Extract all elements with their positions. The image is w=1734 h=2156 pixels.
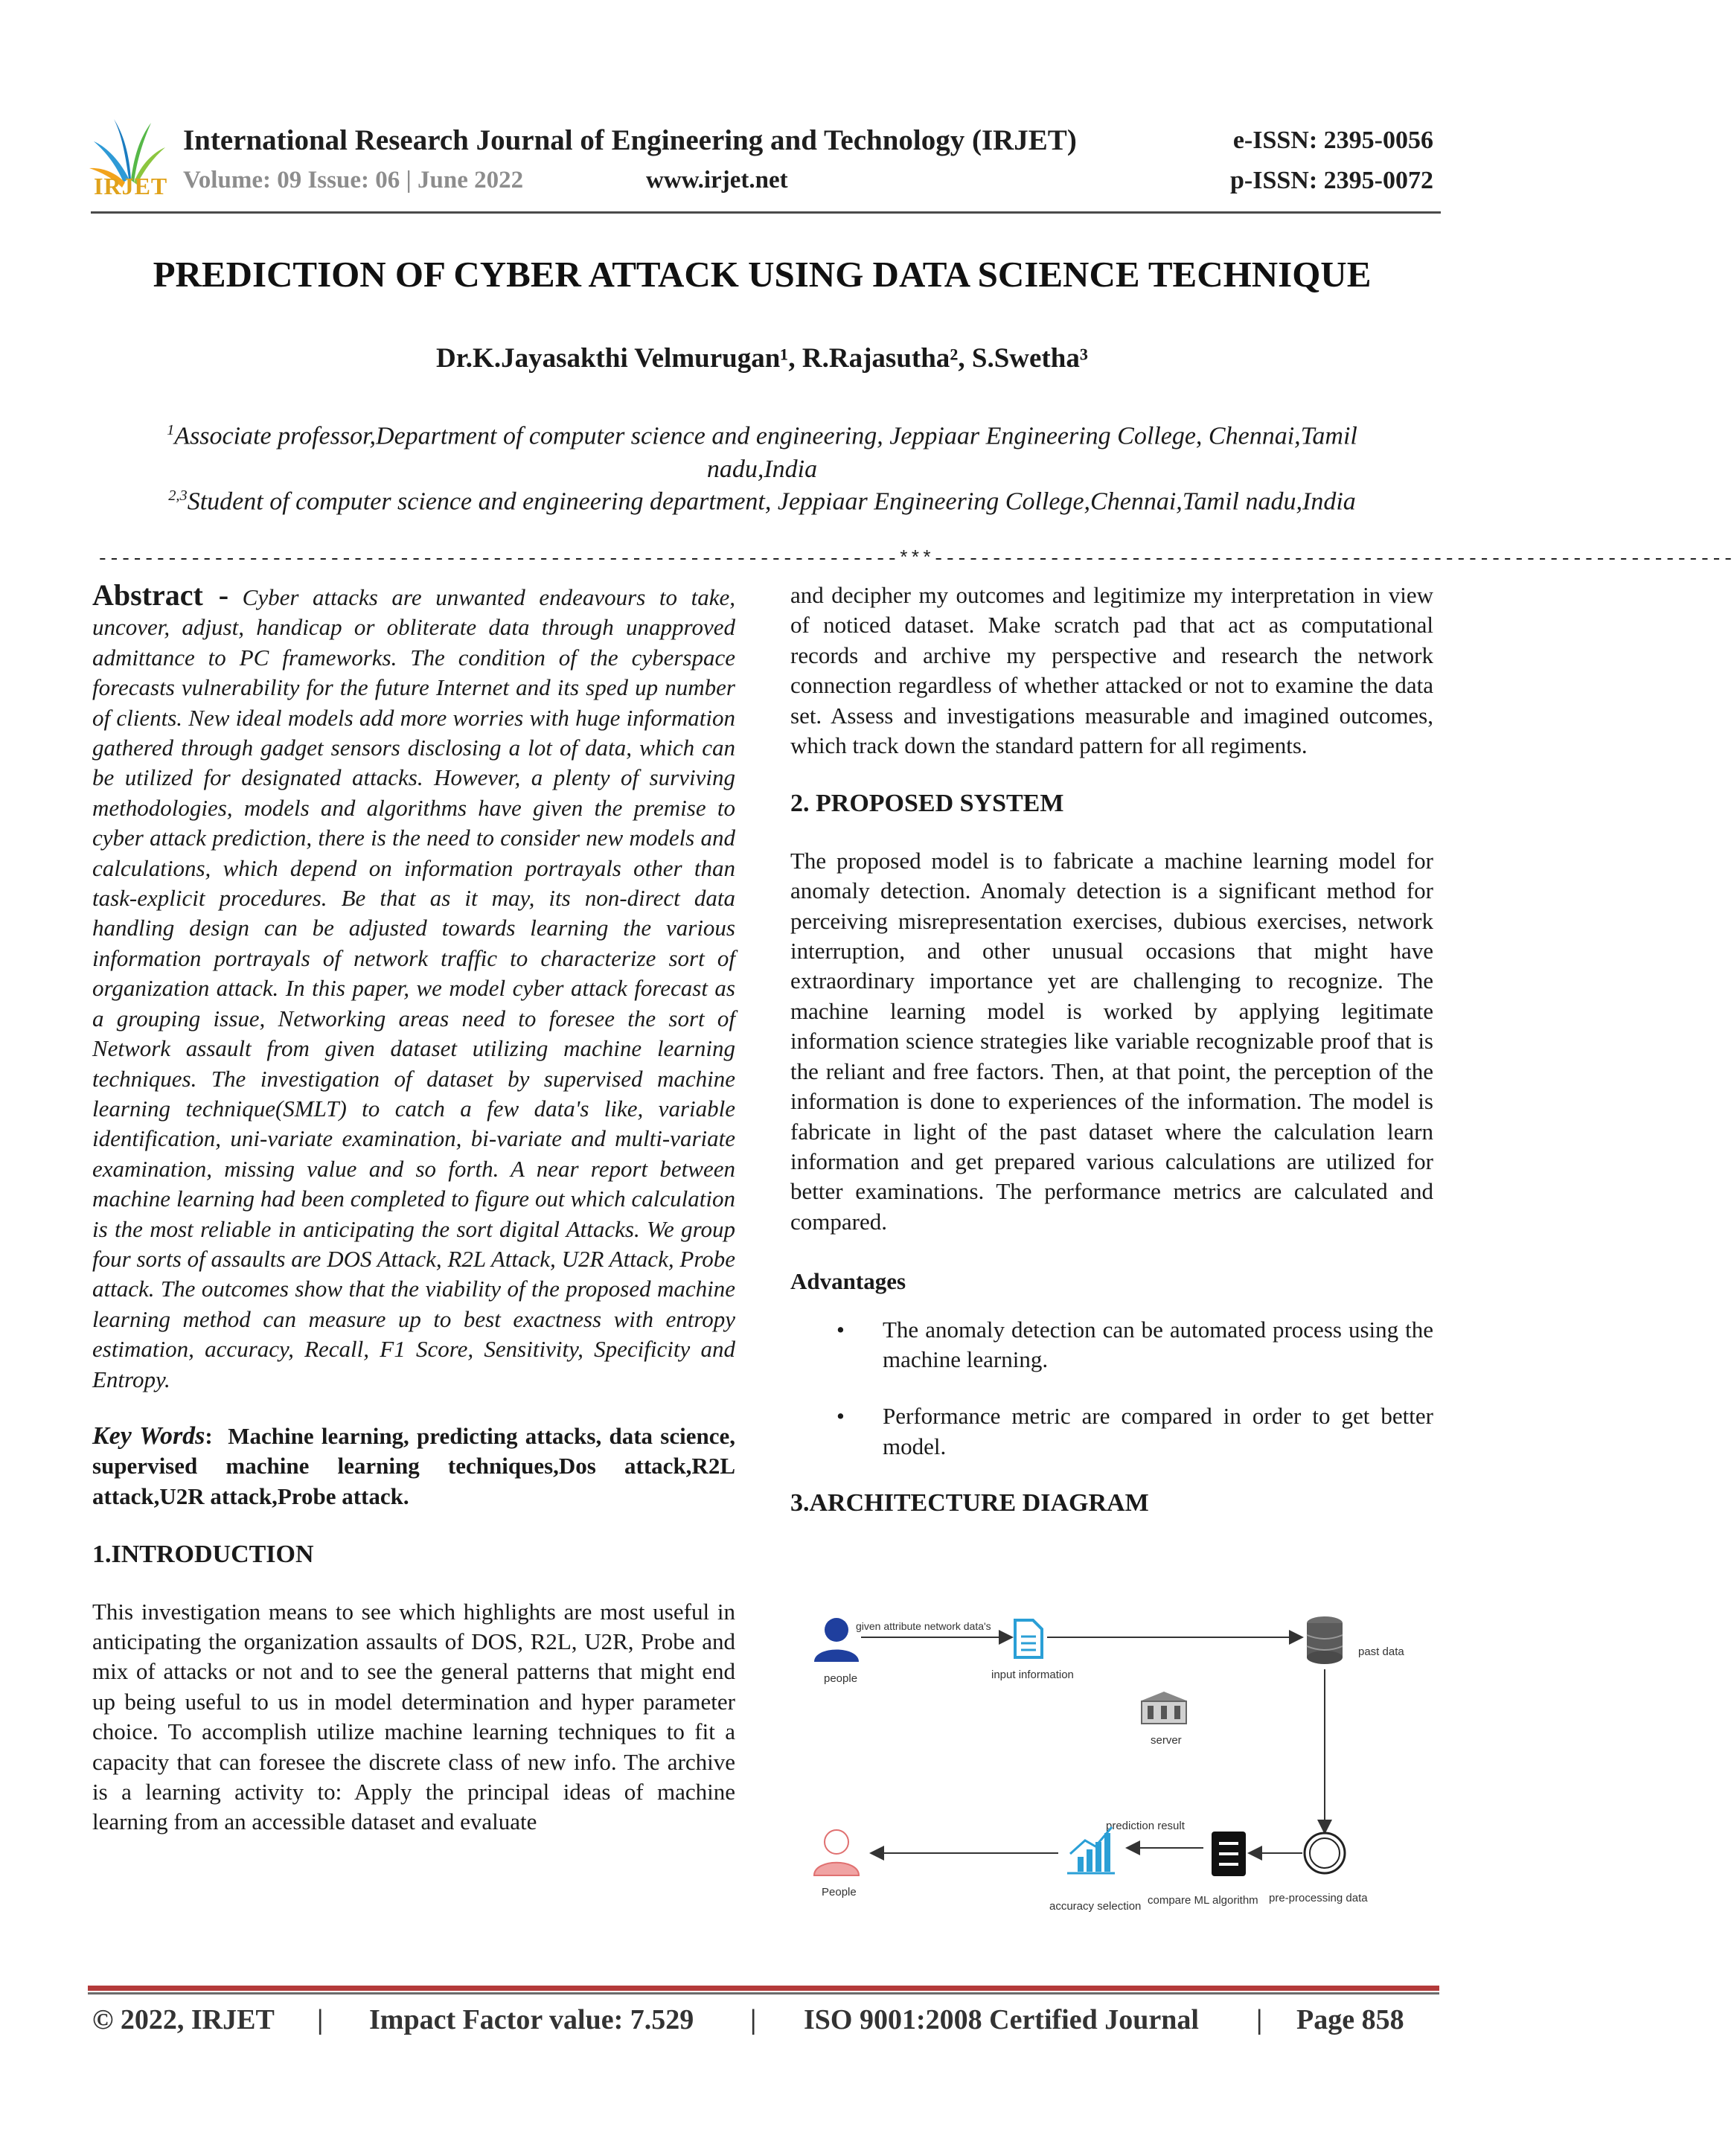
- keywords-heading: Key Words: [92, 1421, 205, 1450]
- affiliation-2-text: Student of computer science and engineering department, Jeppiaar Engineering College,Chennai,Tamil nadu,India: [187, 487, 1356, 516]
- advantages-list: [790, 1315, 1433, 1462]
- keywords-text: Machine learning, predicting attacks, data science, supervised machine learning techniques,Dos attack,R2L attack,U2R attack,Probe attack.: [92, 1422, 735, 1509]
- people-top-label: people: [824, 1672, 858, 1685]
- journal-website-link[interactable]: www.irjet.net: [646, 167, 788, 193]
- given-data-label: given attribute network data's: [856, 1620, 991, 1632]
- pissn: p-ISSN: 2395-0072: [1230, 167, 1433, 194]
- section-separator: ---------------------------------------------------------------------***---------------------------------------------------------------------: [97, 548, 1734, 570]
- affiliation-1-text: Associate professor,Department of computer science and engineering, Jeppiaar Engineering College, Chennai,Tamil nadu,India: [174, 422, 1357, 484]
- logo-wordmark: IRJET: [94, 173, 168, 199]
- footer-separator: |: [750, 2004, 757, 2035]
- advantage-text: Performance metric are compared in order to get better model.: [883, 1403, 1433, 1459]
- prediction-result-label: prediction result: [1106, 1820, 1185, 1832]
- accuracy-chart-icon: [1067, 1827, 1115, 1873]
- accuracy-selection-label: accuracy selection: [1049, 1900, 1142, 1913]
- eissn: e-ISSN: 2395-0056: [1232, 127, 1433, 154]
- footer-copyright: © 2022, IRJET: [92, 2004, 275, 2035]
- introduction-text-left: This investigation means to see which highlights are most useful in anticipating the organization assaults of DOS, R2L, U2R, Probe and mix of attacks or not and to see the general patterns that might end up being useful to us in model determination and hyper parameter choice. To accomplish utilize machine learning techniques to fit a capacity that can foresee the discrete class of new info. The archive is a learning activity to: Apply the principal ideas of machine learning from an accessible dataset and evaluate: [92, 1598, 735, 1835]
- keywords: Key Words: Machine learning, predicting attacks, data science, supervised machine learning techniques,Dos attack,R2L attack,U2R attack,Probe attack.: [92, 1421, 735, 1509]
- document-icon: [1015, 1620, 1042, 1657]
- introduction-heading: 1.INTRODUCTION: [92, 1541, 314, 1569]
- list-item: [790, 1315, 1433, 1375]
- introduction-text-right: and decipher my outcomes and legitimize my interpretation in view of noticed dataset. Make scratch pad that act as computational records and archive my perspective and research the network connection regardless of whether attacked or not to examine the data set. Assess and investigations measurable and imagined outcomes, which track down the standard pattern for all regiments.: [790, 582, 1433, 759]
- abstract-text: Cyber attacks are unwanted endeavours to take, uncover, adjust, handicap or obliterate data through unapproved admittance to PC frameworks. The condition of the cyberspace forecasts vulnerability for the future Internet and its sped up number of clients. New ideal models add more worries with huge information gathered through gadget sensors disclosing a lot of data, which can be utilized for designated attacks. However, a plenty of surviving methodologies, models and algorithms have given the premise to cyber attack prediction, there is the need to consider new models and calculations, which depend on information portrayals other than task-explicit procedures. Be that as it may, its non-direct data handling design can be adjusted towards learning the various information portrayals of network traffic to characterize sort of organization attack. In this paper, we model cyber attack forecast as a grouping issue, Networking areas need to foresee the sort of Network assault from given dataset utilizing machine learning techniques. The investigation of dataset by supervised machine learning technique(SMLT) to catch a few data's like, variable identification, uni-variate examination, bi-variate and multi-variate examination, missing value and so forth. A near report between machine learning had been completed to figure out which calculation is the most reliable in anticipating the sort digital Attacks. We group four sorts of assaults are DOS Attack, R2L Attack, U2R Attack, Probe attack. The outcomes show that the viability of the proposed machine learning method can measure up to best exactness with entropy estimation, accuracy, Recall, F1 Score, Sensitivity, Specificity and Entropy.: [92, 584, 735, 1392]
- abstract-heading: Abstract -: [92, 578, 229, 612]
- ml-algorithm-icon: [1212, 1832, 1246, 1876]
- footer-page-number: Page 858: [1296, 2004, 1404, 2035]
- volume-issue: Volume: 09 Issue: 06 | June 2022: [183, 167, 524, 193]
- advantages-heading: Advantages: [790, 1268, 906, 1295]
- server-label: server: [1151, 1734, 1182, 1747]
- proposed-system-text: The proposed model is to fabricate a machine learning model for anomaly detection. Anomaly detection is a significant method for perceiving misrepresentation exercises, dubious exercises, network interruption, and other unusual occasions that might have extraordinary importance yet are challenging to recognize. The machine learning model is worked by applying legitimate information science strategies like variable recognizable proof that is the reliant and free factors. Then, at that point, the perception of the information is done to experiences of the information. The model is fabricate in light of the past dataset where the calculation learn information and get prepared various calculations are utilized for better examinations. The performance metrics are calculated and compared.: [790, 847, 1433, 1235]
- journal-name: International Research Journal of Engineering and Technology (IRJET): [183, 124, 1077, 156]
- footer-iso: ISO 9001:2008 Certified Journal: [804, 2004, 1199, 2035]
- footer-divider: [88, 1986, 1439, 1991]
- bullet-icon: •: [836, 1403, 845, 1430]
- preprocessing-label: pre-processing data: [1269, 1892, 1368, 1904]
- footer-divider-thin: [88, 1992, 1439, 1995]
- author-list: Dr.K.Jayasakthi Velmurugan¹, R.Rajasutha², S.Swetha³: [436, 343, 1088, 374]
- affiliation-1: [134, 414, 1390, 486]
- people-bottom-label: People: [822, 1886, 857, 1899]
- architecture-heading: 3.ARCHITECTURE DIAGRAM: [790, 1489, 1149, 1517]
- preprocessing-icon: [1305, 1833, 1345, 1873]
- footer-separator: |: [317, 2004, 324, 2035]
- footer-separator: |: [1256, 2004, 1263, 2035]
- people-icon: [814, 1830, 859, 1875]
- affiliation-2-marker: 2,3: [168, 487, 188, 504]
- advantage-text: The anomaly detection can be automated process using the machine learning.: [883, 1316, 1433, 1372]
- right-column: [790, 580, 1433, 1546]
- paper-title: PREDICTION OF CYBER ATTACK USING DATA SCIENCE TECHNIQUE: [153, 254, 1372, 295]
- server-icon: [1142, 1692, 1186, 1724]
- affiliation-1-marker: 1: [167, 422, 175, 438]
- person-icon: [814, 1618, 859, 1662]
- past-data-label: past data: [1358, 1645, 1404, 1658]
- bullet-icon: •: [836, 1316, 845, 1343]
- proposed-system-heading: 2. PROPOSED SYSTEM: [790, 790, 1064, 818]
- database-icon: [1307, 1616, 1343, 1664]
- architecture-diagram: [790, 1604, 1438, 1939]
- compare-ml-label: compare ML algorithm: [1148, 1894, 1258, 1907]
- header-divider: [91, 211, 1441, 214]
- input-information-label: input information: [991, 1669, 1074, 1681]
- abstract: [92, 580, 735, 1395]
- affiliation-2: [134, 479, 1390, 518]
- list-item: [790, 1401, 1433, 1462]
- left-column: [92, 580, 735, 1837]
- journal-header: [0, 0, 1524, 223]
- footer-impact-factor: Impact Factor value: 7.529: [369, 2004, 694, 2035]
